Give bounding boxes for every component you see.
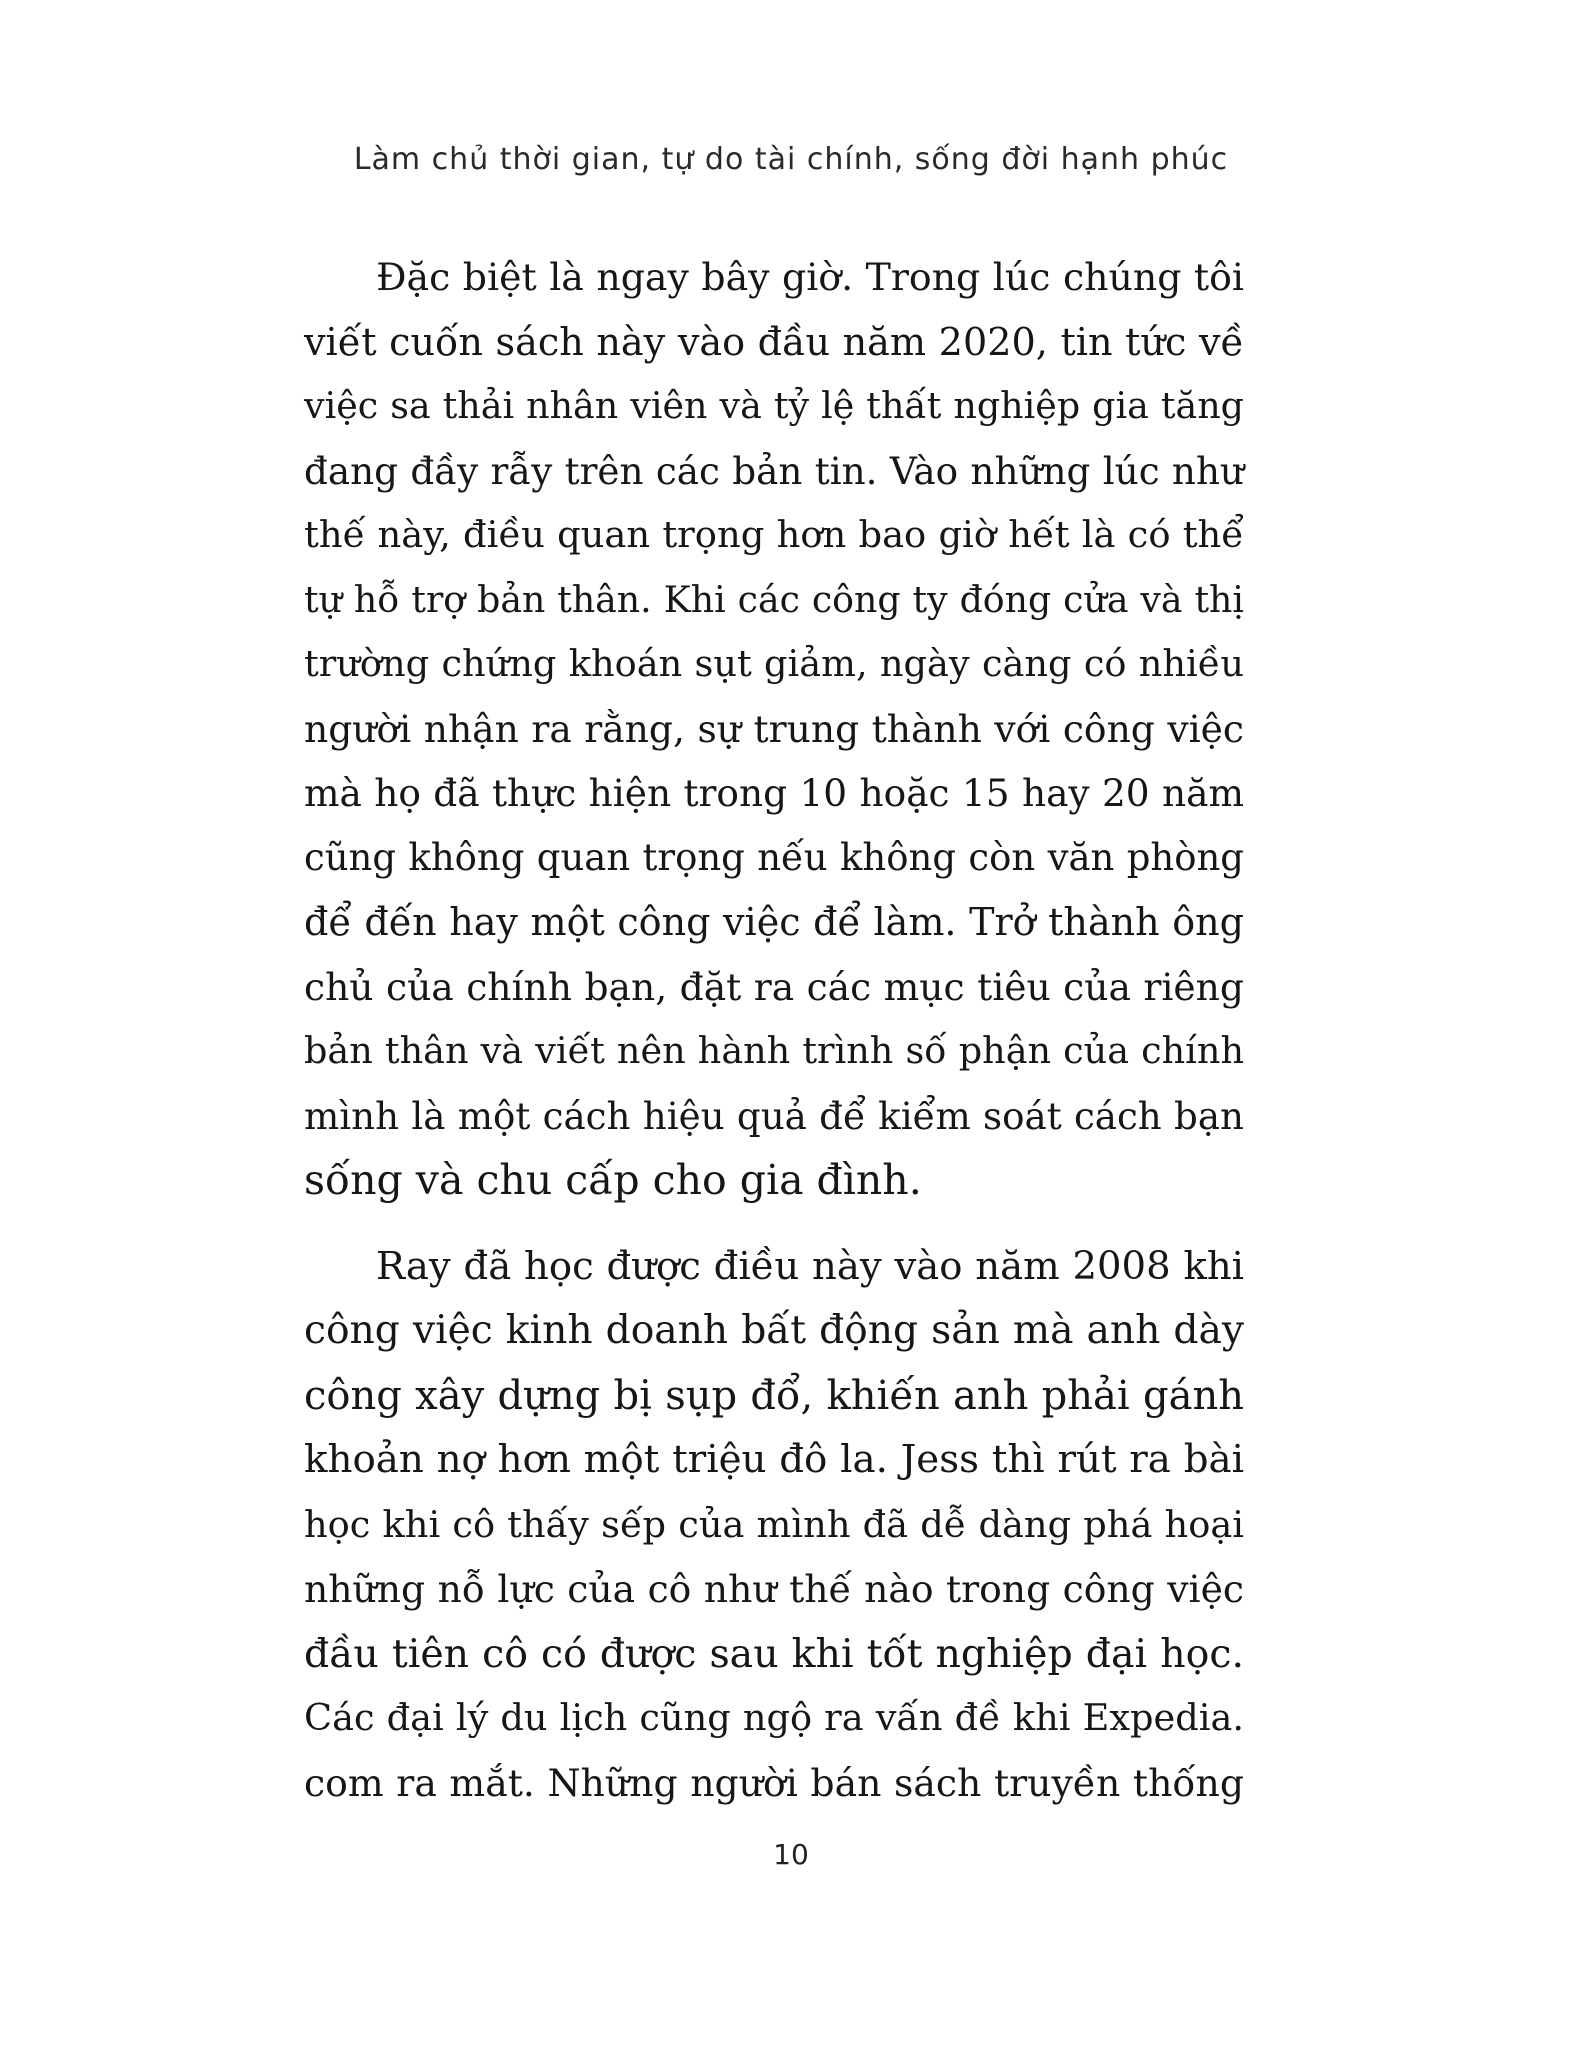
text-line: thế này, điều quan trọng hơn bao giờ hết là có thể	[304, 513, 1244, 556]
text-line: khoản nợ hơn một triệu đô la. Jess thì rút ra bài	[304, 1437, 1244, 1482]
text-line: sống và chu cấp cho gia đình.	[304, 1156, 922, 1204]
text-line: học khi cô thấy sếp của mình đã dễ dàng phá hoại	[304, 1502, 1244, 1546]
text-line: công việc kinh doanh bất động sản mà anh dày	[304, 1308, 1244, 1353]
text-line: đầu tiên cô có được sau khi tốt nghiệp đại học.	[304, 1630, 1244, 1677]
text-line: Ray đã học được điều này vào năm 2008 khi	[376, 1243, 1244, 1289]
text-line: Đặc biệt là ngay bây giờ. Trong lúc chúng tôi	[376, 255, 1244, 299]
paragraph-1	[304, 245, 1244, 1213]
text-line: công xây dựng bị sụp đổ, khiến anh phải gánh	[304, 1372, 1244, 1419]
text-line: bản thân và viết nên hành trình số phận của chính	[304, 1029, 1244, 1072]
text-line: mà họ đã thực hiện trong 10 hoặc 15 hay 20 năm	[304, 771, 1244, 815]
paragraph-2	[304, 1235, 1244, 1816]
text-line: cũng không quan trọng nếu không còn văn phòng	[304, 835, 1244, 879]
text-line: để đến hay một công việc để làm. Trở thành ông	[304, 900, 1244, 944]
text-line: những nỗ lực của cô như thế nào trong công việc	[304, 1567, 1244, 1611]
text-line: tự hỗ trợ bản thân. Khi các công ty đóng cửa và thị	[304, 577, 1244, 621]
text-line: com ra mắt. Những người bán sách truyền thống	[304, 1760, 1244, 1805]
text-line: chủ của chính bạn, đặt ra các mục tiêu của riêng	[304, 964, 1244, 1009]
text-line: Các đại lý du lịch cũng ngộ ra vấn đề khi Expedia.	[304, 1696, 1244, 1739]
running-header-title: Làm chủ thời gian, tự do tài chính, sống đời hạnh phúc	[353, 142, 1229, 177]
text-line: việc sa thải nhân viên và tỷ lệ thất nghiệp gia tăng	[304, 384, 1244, 427]
text-line: đang đầy rẫy trên các bản tin. Vào những lúc như	[304, 448, 1244, 493]
page-number: 10	[773, 1838, 809, 1871]
body-text	[304, 245, 1244, 1815]
text-line: người nhận ra rằng, sự trung thành với công việc	[304, 706, 1244, 751]
text-line: mình là một cách hiệu quả để kiểm soát cách bạn	[304, 1093, 1244, 1138]
text-line: viết cuốn sách này vào đầu năm 2020, tin tức về	[304, 319, 1244, 364]
text-line: trường chứng khoán sụt giảm, ngày càng có nhiều	[304, 642, 1244, 685]
